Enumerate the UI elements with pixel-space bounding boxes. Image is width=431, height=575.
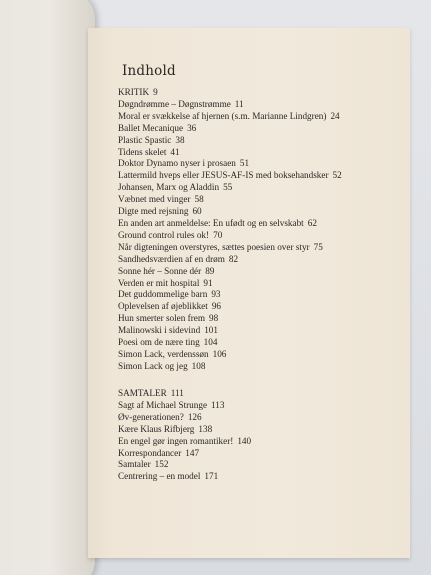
entry-page-number: 93: [211, 289, 221, 300]
section-title-text: KRITIK: [118, 87, 150, 97]
toc-entry: [118, 218, 342, 230]
entry-title: Tidens skelet: [118, 146, 167, 157]
entry-page-number: 113: [211, 399, 225, 410]
toc-entry: [118, 301, 342, 313]
entry-page-number: 89: [205, 265, 215, 276]
entry-title: En anden art anmeldelse: En ufødt og en selvskabt: [118, 217, 304, 228]
entry-title: Centrering – en model: [118, 471, 201, 482]
toc-entry: [118, 266, 342, 278]
entry-page-number: 24: [330, 110, 340, 121]
entry-page-number: 96: [211, 301, 221, 312]
entry-page-number: 41: [170, 146, 180, 157]
toc-entry: [118, 230, 342, 242]
toc-entry: [118, 436, 251, 448]
toc-entry: [118, 459, 251, 471]
entry-title: Kære Klaus Rifbjerg: [118, 423, 195, 434]
toc-entry: [118, 278, 342, 290]
page-title: Indhold: [122, 63, 176, 79]
entry-page-number: 152: [154, 459, 169, 470]
entry-title: Sagt af Michael Strunge: [118, 399, 208, 410]
entry-page-number: 11: [234, 98, 244, 109]
toc-entry: [118, 471, 251, 483]
toc-section-title: [118, 87, 342, 99]
entry-title: Digte med rejsning: [118, 206, 189, 217]
entry-title: Lattermild hveps eller JESUS-AF-IS med boksehandsker: [118, 170, 329, 181]
toc-entry: [118, 123, 342, 135]
entry-page-number: 106: [212, 348, 227, 359]
section-title-text: SAMTALER: [118, 388, 167, 398]
entry-title: Sandhedsværdien af en drøm: [118, 253, 225, 264]
entry-title: Verden er mit hospital: [118, 277, 200, 288]
toc-entry: [118, 99, 342, 111]
toc-section-samtaler: [118, 388, 251, 483]
entry-title: En engel gør ingen romantiker!: [118, 435, 234, 446]
entry-page-number: 91: [203, 277, 213, 288]
entry-title: Ground control rules ok!: [118, 229, 210, 240]
toc-entry: [118, 242, 342, 254]
entry-title: Plastic Spastic: [118, 134, 172, 145]
toc-entry: [118, 111, 342, 123]
entry-title: Oplevelsen af øjeblikket: [118, 301, 208, 312]
toc-entry: [118, 400, 251, 412]
toc-section-title: [118, 388, 251, 400]
toc-entry: [118, 158, 342, 170]
toc-entry: [118, 349, 342, 361]
entry-page-number: 82: [228, 253, 239, 264]
entry-title: Væbnet med vinger: [118, 194, 191, 205]
entry-page-number: 70: [213, 229, 223, 240]
entry-page-number: 75: [313, 241, 323, 252]
entry-page-number: 104: [203, 337, 218, 348]
entry-page-number: 51: [239, 158, 250, 169]
toc-section-kritik: [118, 87, 342, 373]
entry-page-number: 52: [332, 170, 342, 181]
section-page-number: 9: [153, 87, 158, 97]
entry-page-number: 62: [307, 217, 317, 228]
entry-page-number: 36: [187, 122, 197, 133]
entry-page-number: 126: [187, 411, 202, 422]
toc-entry: [118, 135, 342, 147]
toc-entry: [118, 206, 342, 218]
toc-entry: [118, 194, 342, 206]
toc-entry: [118, 412, 251, 424]
toc-entry: [118, 325, 342, 337]
entry-page-number: 55: [223, 182, 233, 193]
entry-title: Doktor Dynamo nyser i prosaen: [118, 158, 236, 169]
toc-entry: [118, 448, 251, 460]
section-page-number: 111: [170, 388, 184, 398]
toc-entry: [118, 424, 251, 436]
entry-title: Når digteningen overstyres, sættes poesien over styr: [118, 241, 310, 252]
toc-entry: [118, 289, 342, 301]
entry-title: Døgndrømme – Døgnstrømme: [118, 98, 231, 109]
entry-page-number: 147: [185, 447, 200, 458]
toc-entry: [118, 337, 342, 349]
entry-title: Ballet Mecanique: [118, 122, 184, 133]
entry-title: Malinowski i sidevind: [118, 325, 201, 336]
toc-entry: [118, 182, 342, 194]
entry-page-number: 101: [204, 325, 218, 336]
entry-title: Simon Lack og jeg: [118, 360, 188, 371]
entry-page-number: 140: [237, 435, 252, 446]
entry-page-number: 108: [191, 360, 206, 371]
toc-entry: [118, 147, 342, 159]
entry-title: Poesi om de nære ting: [118, 337, 200, 348]
entry-page-number: 38: [175, 134, 185, 145]
entry-title: Johansen, Marx og Aladdin: [118, 182, 220, 193]
entry-title: Korrespondancer: [118, 447, 182, 458]
toc-entry: [118, 254, 342, 266]
entry-title: Moral er svækkelse af hjernen (s.m. Marianne Lindgren): [118, 110, 327, 121]
entry-title: Simon Lack, verdenssøn: [118, 348, 209, 359]
entry-title: Samtaler: [118, 459, 151, 470]
entry-title: Øv-generationen?: [118, 411, 184, 422]
entry-title: Sonne hér – Sonne dér: [118, 265, 202, 276]
entry-title: Hun smerter solen frem: [118, 313, 205, 324]
left-page: [0, 0, 95, 575]
entry-page-number: 98: [209, 313, 219, 324]
entry-title: Det guddommelige barn: [118, 289, 208, 300]
entry-page-number: 171: [204, 471, 219, 482]
entry-page-number: 138: [198, 423, 213, 434]
toc-entry: [118, 170, 342, 182]
entry-page-number: 60: [192, 206, 202, 217]
toc-entry: [118, 361, 342, 373]
entry-page-number: 58: [194, 194, 204, 205]
toc-entry: [118, 313, 342, 325]
